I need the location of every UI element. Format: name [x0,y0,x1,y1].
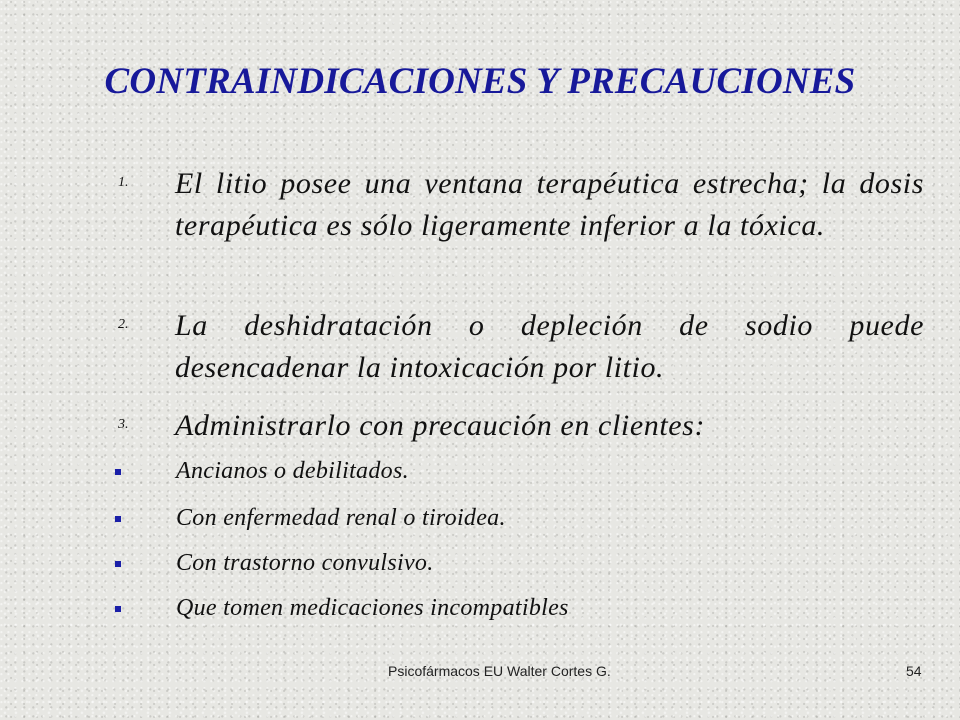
square-bullet-icon [115,606,121,612]
numbered-item [118,405,924,447]
bullet-text: Con trastorno convulsivo. [176,550,434,576]
square-bullet-icon [115,516,121,522]
slide-title: CONTRAINDICACIONES Y PRECAUCIONES [104,61,856,102]
bullet-item [115,550,434,577]
item-number: 3. [118,417,129,432]
item-text: La deshidratación o depleción de sodio puede desencadenar la intoxicación por litio. [175,309,924,384]
page-number: 54 [906,663,922,679]
numbered-item [118,163,924,247]
item-text: Administrarlo con precaución en clientes: [175,409,706,442]
square-bullet-icon [115,561,121,567]
item-number: 2. [118,317,129,332]
item-text: El litio posee una ventana terapéutica estrecha; la dosis terapéutica es sólo ligeramente inferior a la tóxica. [175,167,924,242]
square-bullet-icon [115,469,121,475]
item-number: 1. [118,175,129,190]
numbered-item [118,305,924,389]
bullet-text: Con enfermedad renal o tiroidea. [176,505,506,531]
bullet-item [115,458,409,485]
bullet-item [115,595,569,622]
slide-footer: Psicofármacos EU Walter Cortes G. [388,663,611,679]
bullet-text: Que tomen medicaciones incompatibles [176,595,569,621]
bullet-item [115,505,506,532]
bullet-text: Ancianos o debilitados. [176,458,409,484]
